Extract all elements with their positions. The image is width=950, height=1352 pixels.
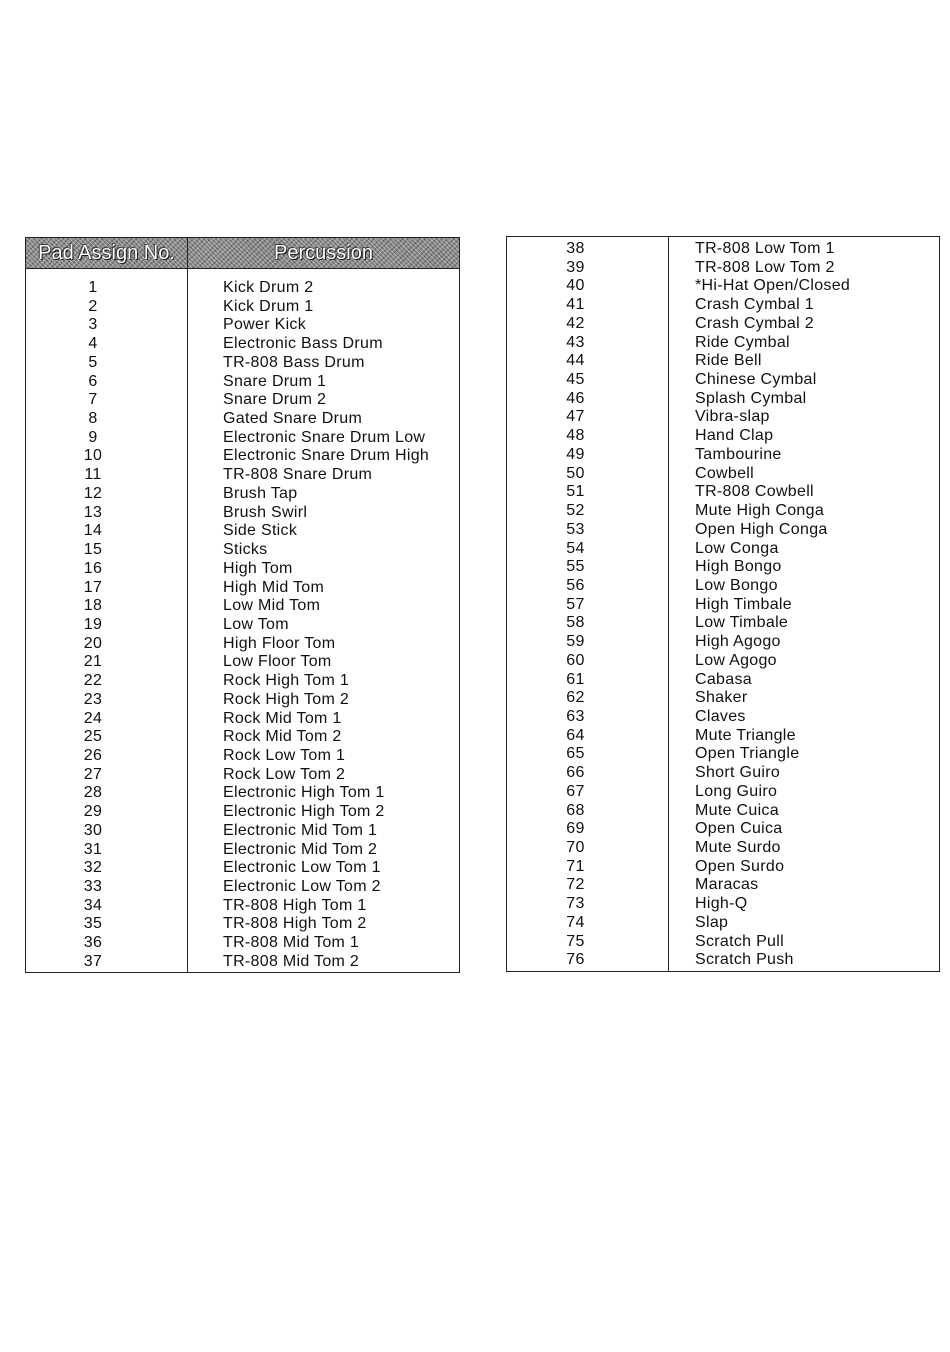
percussion-name: High Bongo — [695, 558, 782, 576]
percussion-name: *Hi-Hat Open/Closed — [695, 277, 851, 295]
table-row — [26, 541, 459, 560]
header-percussion: Percussion — [274, 242, 373, 264]
pad-number: 54 — [566, 539, 585, 557]
percussion-name: Cabasa — [695, 670, 752, 688]
percussion-name: Brush Swirl — [223, 503, 308, 521]
pad-number: 7 — [88, 391, 98, 409]
table-row — [26, 934, 459, 953]
table-row — [507, 895, 939, 914]
pad-number: 9 — [88, 428, 98, 446]
percussion-name: Low Tom — [223, 615, 289, 633]
percussion-name: Mute Surdo — [695, 839, 781, 856]
table-row — [507, 483, 939, 502]
pad-number: 1 — [88, 279, 98, 296]
percussion-name: Electronic Mid Tom 1 — [223, 821, 378, 839]
table-row — [507, 933, 939, 952]
table-header — [26, 238, 459, 269]
pad-number: 59 — [566, 633, 585, 651]
percussion-name: Rock Low Tom 2 — [223, 765, 346, 783]
pad-number: 8 — [88, 410, 98, 428]
percussion-name: Rock Low Tom 1 — [223, 746, 346, 764]
pad-number: 30 — [83, 821, 103, 839]
percussion-name: TR-808 Low Tom 2 — [695, 258, 835, 276]
table-row — [26, 560, 459, 579]
header-pad-assign-no: Pad Assign No. — [38, 242, 175, 264]
table-row — [26, 710, 459, 729]
table-row — [507, 408, 939, 427]
table-row — [507, 390, 939, 409]
percussion-name: Cowbell — [695, 464, 755, 482]
percussion-name: Electronic High Tom 2 — [223, 803, 385, 821]
pad-number: 14 — [83, 522, 103, 540]
percussion-name: Slap — [695, 913, 729, 931]
percussion-name: Open Cuica — [695, 820, 783, 838]
pad-number: 49 — [566, 445, 585, 463]
pad-number: 55 — [566, 558, 585, 576]
percussion-name: TR-808 High Tom 2 — [223, 915, 367, 933]
table-row — [507, 277, 939, 296]
percussion-name: Claves — [695, 707, 746, 725]
table-row — [507, 652, 939, 671]
pad-number: 29 — [83, 803, 103, 821]
pad-number: 43 — [566, 333, 585, 351]
pad-number: 46 — [566, 389, 585, 407]
pad-number: 22 — [83, 672, 103, 690]
pad-number: 67 — [566, 782, 585, 800]
percussion-name: High-Q — [695, 895, 748, 913]
pad-number: 61 — [566, 670, 585, 688]
table-row — [26, 522, 459, 541]
table-row — [507, 465, 939, 484]
percussion-name: Ride Cymbal — [695, 333, 790, 351]
percussion-name: Low Bongo — [695, 576, 778, 594]
table-row — [507, 671, 939, 690]
percussion-name: Electronic Low Tom 2 — [223, 878, 381, 895]
table-row — [507, 951, 939, 970]
pad-number: 31 — [83, 840, 103, 858]
table-row — [26, 410, 459, 429]
percussion-name: Mute Cuica — [695, 801, 779, 819]
table-row — [507, 745, 939, 764]
percussion-name: Electronic Snare Drum High — [223, 447, 430, 465]
pad-number: 47 — [566, 408, 585, 426]
percussion-name: Rock Mid Tom 1 — [223, 709, 342, 727]
pad-number: 17 — [83, 578, 103, 596]
percussion-name: Gated Snare Drum — [223, 410, 363, 428]
percussion-name: Side Stick — [223, 522, 298, 540]
table-row — [26, 298, 459, 317]
table-row — [507, 446, 939, 465]
pad-number: 35 — [83, 915, 103, 933]
percussion-name: Crash Cymbal 2 — [695, 314, 814, 332]
percussion-name: Ride Bell — [695, 352, 762, 370]
pad-number: 13 — [83, 503, 103, 521]
percussion-name: TR-808 High Tom 1 — [223, 896, 367, 914]
table-row — [507, 259, 939, 278]
percussion-name: Low Mid Tom — [223, 597, 321, 615]
table-row — [507, 727, 939, 746]
pad-number: 19 — [83, 615, 103, 633]
pad-number: 58 — [566, 614, 585, 632]
pad-number: 63 — [566, 707, 585, 725]
pad-number: 34 — [83, 896, 103, 914]
percussion-name: Low Conga — [695, 539, 779, 557]
pad-assign-table-left — [25, 237, 460, 973]
table-row — [26, 841, 459, 860]
pad-number: 16 — [83, 559, 103, 577]
table-row — [507, 802, 939, 821]
table-row — [26, 335, 459, 354]
table-row — [507, 614, 939, 633]
pad-number: 56 — [566, 576, 585, 594]
table-row — [26, 672, 459, 691]
pad-number: 69 — [566, 820, 585, 838]
percussion-name: Low Agogo — [695, 651, 777, 669]
pad-number: 60 — [566, 651, 585, 669]
percussion-name: Splash Cymbal — [695, 389, 807, 407]
table-row — [507, 558, 939, 577]
percussion-name: High Floor Tom — [223, 634, 336, 652]
table-row — [26, 822, 459, 841]
pad-number: 45 — [566, 371, 585, 389]
table-row — [507, 427, 939, 446]
table-row — [26, 897, 459, 916]
pad-number: 44 — [566, 352, 585, 370]
pad-number: 68 — [566, 801, 585, 819]
table-row — [507, 858, 939, 877]
percussion-name: Sticks — [223, 541, 268, 559]
table-row — [26, 391, 459, 410]
table-row — [507, 296, 939, 315]
pad-number: 50 — [566, 464, 585, 482]
table-row — [507, 521, 939, 540]
pad-assign-table-right — [506, 236, 940, 972]
percussion-name: TR-808 Mid Tom 1 — [223, 934, 360, 952]
pad-number: 3 — [88, 316, 98, 334]
table-row — [507, 240, 939, 259]
pad-number: 53 — [566, 520, 585, 538]
table-row — [26, 373, 459, 392]
pad-number: 74 — [566, 913, 585, 931]
pad-number: 66 — [566, 764, 585, 782]
percussion-name: High Tom — [223, 559, 293, 577]
table-row — [507, 783, 939, 802]
percussion-name: Brush Tap — [223, 484, 298, 502]
percussion-name: TR-808 Snare Drum — [223, 466, 373, 484]
percussion-name: Short Guiro — [695, 764, 781, 782]
pad-number: 32 — [83, 859, 103, 877]
pad-number: 25 — [83, 728, 103, 746]
pad-number: 48 — [566, 427, 585, 445]
table-row — [26, 466, 459, 485]
percussion-name: Mute High Conga — [695, 502, 825, 520]
pad-number: 28 — [83, 784, 103, 802]
table-row — [26, 354, 459, 373]
rows-left — [26, 279, 459, 972]
pad-number: 42 — [566, 314, 585, 332]
table-row — [26, 504, 459, 523]
table-row — [507, 315, 939, 334]
pad-number: 20 — [83, 634, 103, 652]
pad-number: 41 — [566, 296, 585, 314]
pad-number: 39 — [566, 258, 585, 276]
percussion-name: Scratch Pull — [695, 932, 784, 950]
pad-number: 64 — [566, 726, 585, 744]
percussion-name: Rock Mid Tom 2 — [223, 728, 342, 746]
pad-number: 11 — [84, 466, 102, 484]
percussion-name: Kick Drum 2 — [223, 279, 314, 296]
pad-number: 72 — [566, 876, 585, 894]
table-row — [26, 429, 459, 448]
table-row — [507, 689, 939, 708]
pad-number: 23 — [83, 690, 103, 708]
percussion-name: TR-808 Mid Tom 2 — [223, 952, 360, 970]
percussion-name: Chinese Cymbal — [695, 371, 817, 389]
pad-number: 27 — [83, 765, 103, 783]
percussion-name: Electronic Low Tom 1 — [223, 859, 381, 877]
table-row — [26, 915, 459, 934]
percussion-name: TR-808 Low Tom 1 — [695, 240, 835, 257]
percussion-name: High Timbale — [695, 595, 792, 613]
table-row — [26, 597, 459, 616]
pad-number: 37 — [83, 952, 103, 970]
pad-number: 73 — [566, 895, 585, 913]
table-row — [26, 616, 459, 635]
pad-number: 36 — [83, 934, 103, 952]
pad-number: 10 — [83, 447, 103, 465]
percussion-name: High Agogo — [695, 633, 781, 651]
percussion-name: Tambourine — [695, 445, 782, 463]
percussion-name: Mute Triangle — [695, 726, 796, 744]
pad-number: 65 — [566, 745, 585, 763]
percussion-name: Low Floor Tom — [223, 653, 332, 671]
table-row — [26, 859, 459, 878]
table-row — [507, 371, 939, 390]
pad-number: 76 — [566, 951, 585, 969]
pad-number: 12 — [83, 484, 103, 502]
percussion-name: Crash Cymbal 1 — [695, 296, 814, 314]
percussion-name: Shaker — [695, 689, 748, 707]
percussion-name: Kick Drum 1 — [223, 297, 314, 315]
pad-number: 75 — [566, 932, 585, 950]
rows-right — [507, 240, 939, 970]
pad-number: 62 — [566, 689, 585, 707]
pad-number: 18 — [83, 597, 103, 615]
table-row — [26, 878, 459, 897]
table-row — [507, 876, 939, 895]
percussion-name: Vibra-slap — [695, 408, 770, 426]
pad-number: 33 — [83, 878, 103, 895]
percussion-name: Electronic Snare Drum Low — [223, 428, 426, 446]
percussion-name: Snare Drum 2 — [223, 391, 327, 409]
table-row — [507, 633, 939, 652]
pad-number: 26 — [83, 746, 103, 764]
table-row — [26, 485, 459, 504]
table-row — [26, 728, 459, 747]
table-row — [507, 708, 939, 727]
table-row — [507, 914, 939, 933]
percussion-name: Rock High Tom 2 — [223, 690, 350, 708]
table-row — [26, 803, 459, 822]
table-row — [26, 635, 459, 654]
percussion-name: Scratch Push — [695, 951, 794, 969]
table-row — [507, 820, 939, 839]
table-row — [26, 747, 459, 766]
table-row — [26, 691, 459, 710]
percussion-name: Open Triangle — [695, 745, 800, 763]
pad-number: 2 — [88, 297, 98, 315]
percussion-name: Power Kick — [223, 316, 307, 334]
table-row — [26, 953, 459, 972]
pad-number: 15 — [83, 541, 103, 559]
percussion-name: Snare Drum 1 — [223, 372, 327, 390]
percussion-name: Electronic Bass Drum — [223, 335, 383, 353]
pad-number: 6 — [88, 372, 98, 390]
pad-number: 24 — [83, 709, 103, 727]
table-row — [26, 784, 459, 803]
pad-number: 57 — [566, 595, 585, 613]
table-row — [26, 766, 459, 785]
pad-number: 4 — [88, 335, 98, 353]
percussion-name: Electronic Mid Tom 2 — [223, 840, 378, 858]
percussion-name: Open Surdo — [695, 857, 785, 875]
table-row — [26, 653, 459, 672]
percussion-name: Low Timbale — [695, 614, 789, 632]
percussion-name: Long Guiro — [695, 782, 778, 800]
percussion-name: Electronic High Tom 1 — [223, 784, 385, 802]
table-row — [26, 279, 459, 298]
table-row — [507, 596, 939, 615]
pad-number: 5 — [88, 353, 98, 371]
table-row — [26, 579, 459, 598]
pad-number: 52 — [566, 502, 585, 520]
pad-number: 38 — [566, 240, 585, 257]
table-row — [507, 334, 939, 353]
pad-number: 21 — [83, 653, 103, 671]
pad-number: 71 — [566, 857, 585, 875]
pad-number: 70 — [566, 839, 585, 856]
table-row — [507, 352, 939, 371]
table-row — [507, 540, 939, 559]
percussion-name: Maracas — [695, 876, 759, 894]
percussion-name: Rock High Tom 1 — [223, 672, 350, 690]
pad-number: 40 — [566, 277, 585, 295]
table-row — [26, 447, 459, 466]
table-row — [507, 577, 939, 596]
percussion-name: High Mid Tom — [223, 578, 325, 596]
table-row — [507, 502, 939, 521]
percussion-name: Open High Conga — [695, 520, 828, 538]
percussion-name: TR-808 Cowbell — [695, 483, 814, 501]
percussion-name: Hand Clap — [695, 427, 774, 445]
pad-number: 51 — [566, 483, 585, 501]
table-row — [26, 316, 459, 335]
percussion-name: TR-808 Bass Drum — [223, 353, 365, 371]
table-row — [507, 839, 939, 858]
table-row — [507, 764, 939, 783]
